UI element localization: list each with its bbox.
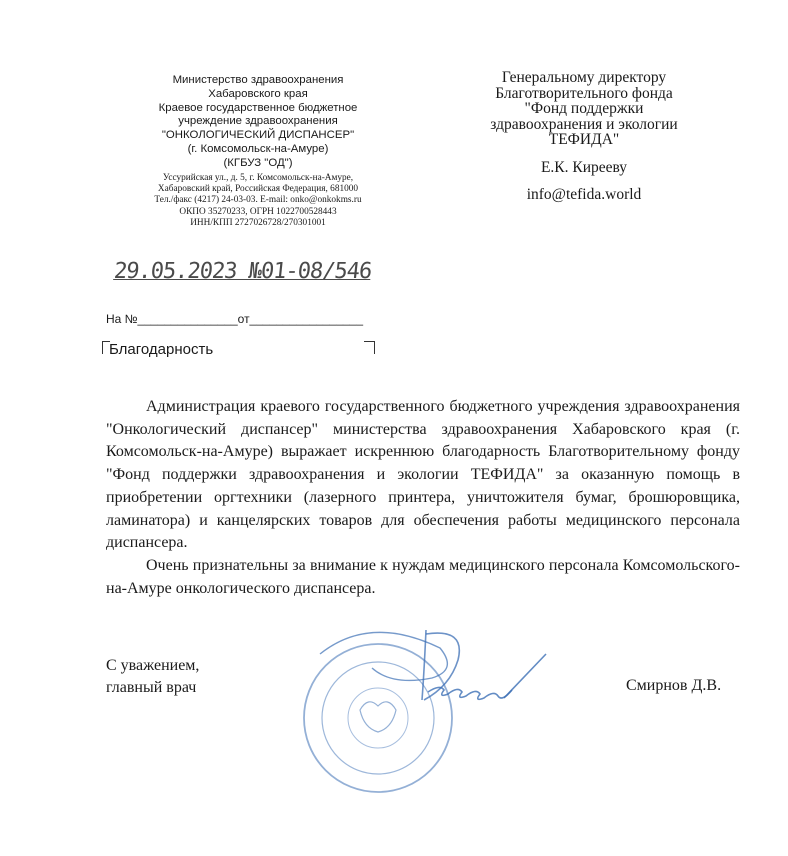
inn-line: ИНН/КПП 2727026728/270301001 [190,218,326,229]
institution-type-1: Краевое государственное бюджетное [158,101,358,114]
registration-number: 29.05.2023 №01-08/546 [112,259,373,284]
addressee-title-2: Благотворительного фонда [495,84,673,102]
institution-abbr: (КГБУЗ "ОД") [223,156,293,169]
addressee-name: Е.К. Кирееву [540,158,628,176]
subject-title: Благодарность [109,341,214,358]
subject-bracket-right [364,341,375,354]
institution-city: (г. Комсомольск-на-Амуре) [187,142,329,155]
addressee-title-5: ТЕФИДА" [548,131,620,148]
closing-position: главный врач [106,679,197,696]
addressee-title-1: Генеральному директору [501,69,667,86]
signer-name: Смирнов Д.В. [626,677,722,694]
addressee-title-4: здравоохранения и экологии [490,115,678,133]
reference-line: На №_______________от_________________ [106,312,364,326]
addressee-email: info@tefida.world [526,186,642,203]
ministry-name: Министерство здравоохранения [172,74,344,86]
body-paragraph-1: Администрация краевого государственного бюджетного учреждения здравоохранения "Онкологический диспансер" министерства здравоохранения Хабаровского края (г. Комсомольск-на-Амуре) выражает искреннюю благодарность Благотворительному фонду "Фонд поддержки здравоохранения и экологии ТЕФИДА" за оказанную помощь в приобретении оргтехники (лазерного принтера, уничтожителя бумаг, брошюровщика, ламинатора) и канцелярских товаров для обеспечения работы медицинского персонала диспансера. [106,398,740,552]
contacts-line: Тел./факс (4217) 24-03-03. E-mail: onko@onkokms.ru [154,195,362,206]
address-line-2: Хабаровский край, Российская Федерация, 681000 [157,183,359,194]
ministry-region: Хабаровского края [208,87,308,100]
addressee-title-3: "Фонд поддержки [524,100,644,117]
address-line-1: Уссурийская ул., д. 5, г. Комсомольск-на-Амуре, [162,172,354,183]
closing-block [106,655,199,699]
letter-body [106,396,740,600]
addressee-block [452,70,716,203]
official-stamp [300,618,580,848]
body-paragraph-2: Очень признательны за внимание к нуждам медицинского персонала Комсомольского-на-Амуре онкологического диспансера. [106,556,740,597]
okpo-line: ОКПО 35270233, ОГРН 1022700528443 [179,206,337,217]
closing-regards: С уважением, [106,657,200,674]
sender-letterhead [112,74,404,230]
institution-type-2: учреждение здравоохранения [178,115,338,128]
institution-name: "ОНКОЛОГИЧЕСКИЙ ДИСПАНСЕР" [161,129,355,142]
